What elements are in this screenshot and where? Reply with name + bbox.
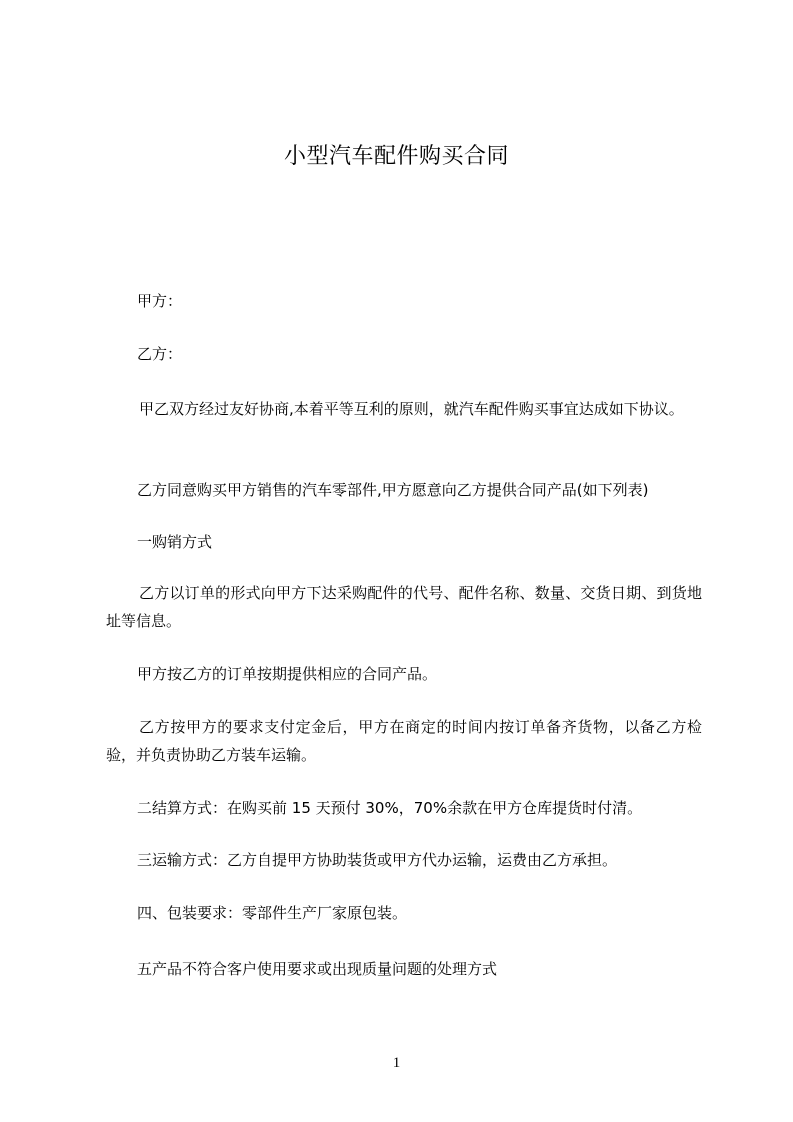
document-title: 小型汽车配件购买合同 <box>283 144 509 169</box>
supply-paragraph: 甲方按乙方的订单按期提供相应的合同产品。 <box>137 665 438 683</box>
section-4-packaging: 四、包装要求：零部件生产厂家原包装。 <box>137 904 408 922</box>
section-2-settlement: 二结算方式：在购买前 15 天预付 30%，70%余款在甲方仓库提货时付清。 <box>137 799 643 817</box>
page-number: 1 <box>392 1055 401 1071</box>
intro-paragraph: 甲乙双方经过友好协商,本着平等互利的原则，就汽车配件购买事宜达成如下协议。 <box>139 400 684 418</box>
agreement-paragraph: 乙方同意购买甲方销售的汽车零部件,甲方愿意向乙方提供合同产品(如下列表) <box>137 481 649 499</box>
section-1-heading: 一购销方式 <box>137 533 213 551</box>
deposit-paragraph: 乙方按甲方的要求支付定金后，甲方在商定的时间内按订单备齐货物，以备乙方检验，并负责协助乙方装车运输。 <box>106 718 702 764</box>
party-a-line: 甲方： <box>137 292 183 310</box>
party-b-line: 乙方： <box>137 345 183 363</box>
section-3-transport: 三运输方式：乙方自提甲方协助装货或甲方代办运输，运费由乙方承担。 <box>137 851 618 869</box>
order-method-paragraph: 乙方以订单的形式向甲方下达采购配件的代号、配件名称、数量、交货日期、到货地址等信息。 <box>106 584 702 630</box>
section-5-heading: 五产品不符合客户使用要求或出现质量问题的处理方式 <box>137 960 498 978</box>
